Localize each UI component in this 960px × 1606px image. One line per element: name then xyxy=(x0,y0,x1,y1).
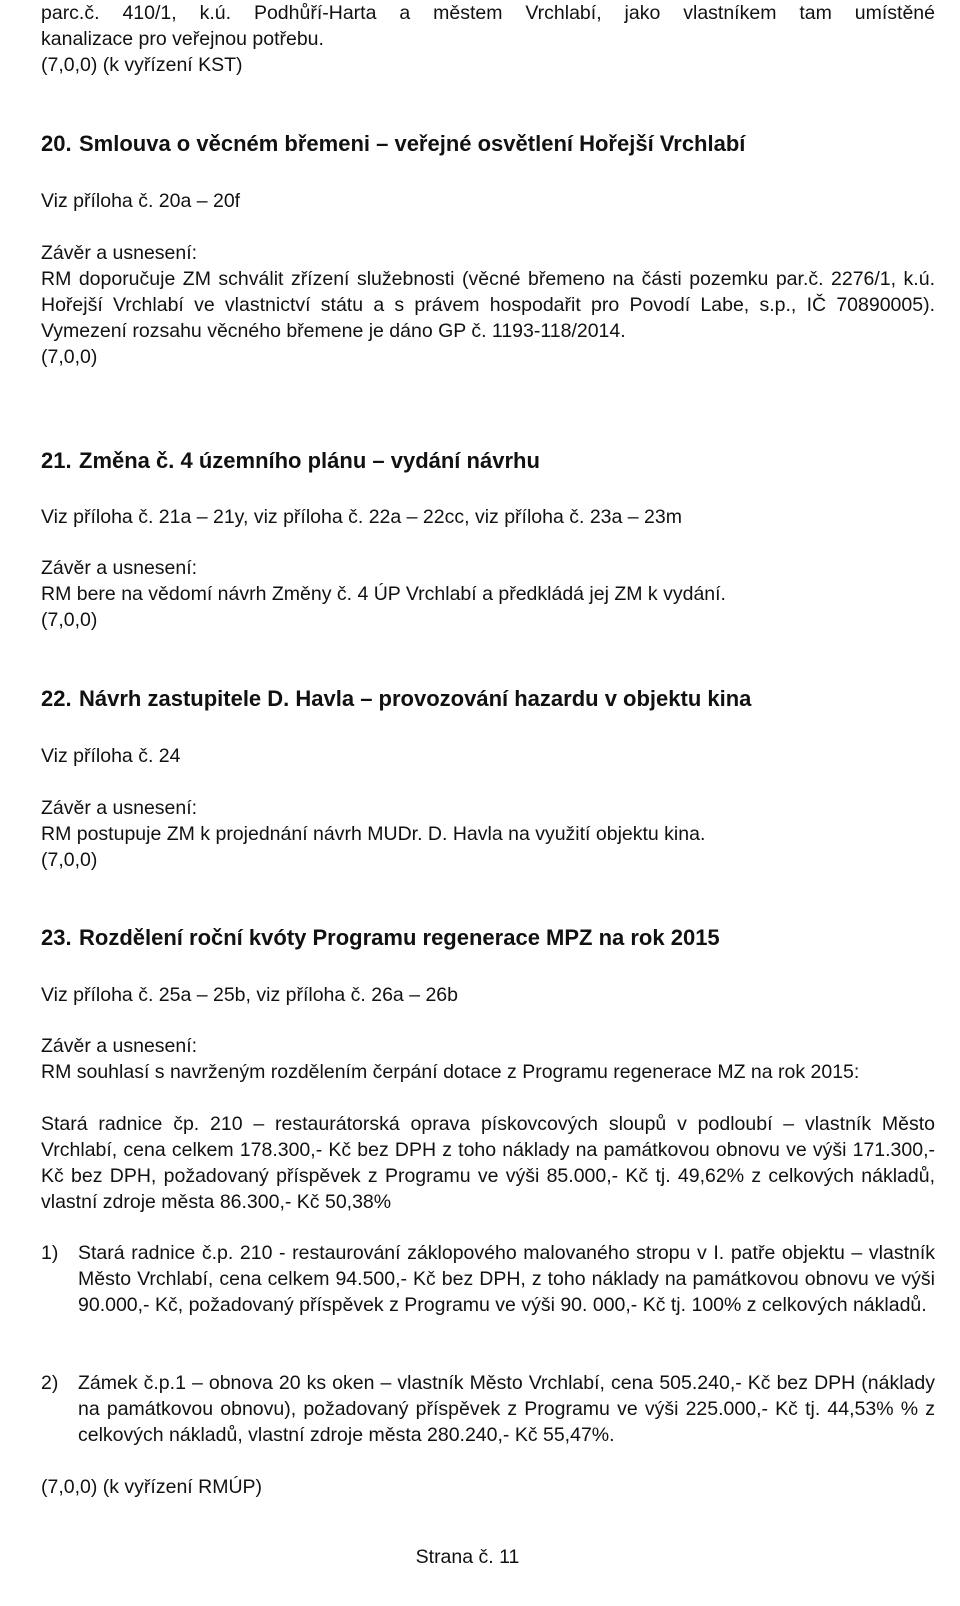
item-title: Smlouva o věcném břemeni – veřejné osvětlení Hořejší Vrchlabí xyxy=(79,131,746,156)
item-23-attachment: Viz příloha č. 25a – 25b, viz příloha č. 26a – 26b xyxy=(41,984,458,1006)
item-20-resolution: RM doporučuje ZM schválit zřízení služebnosti (věcné břemeno na části pozemku par.č. 2276/1, k.ú. Hořejší Vrchlabí ve vlastnictví státu a s právem hospodařit pro Povodí Labe, s.p., IČ 70890005). Vymezení rozsahu věcného břemene je dáno GP č. 1193-118/2014. xyxy=(41,268,935,342)
item-number: 23. xyxy=(41,925,72,950)
item-20-heading xyxy=(41,130,935,158)
item-22-attachment: Viz příloha č. 24 xyxy=(41,745,181,767)
continuation-line-1: parc.č. 410/1, k.ú. Podhůří-Harta a městem Vrchlabí, jako vlastníkem tam umístěné xyxy=(41,2,935,24)
item-21-conclusion-label: Závěr a usnesení: xyxy=(41,557,198,579)
list-text: Zámek č.p.1 – obnova 20 ks oken – vlastník Město Vrchlabí, cena 505.240,- Kč bez DPH (náklady na památkovou obnovu), požadovaný příspěvek z Programu ve výši 225.000,- Kč tj. 44,53% % z celkových nákladů, vlastní zdroje města 280.240,- Kč 55,47%. xyxy=(78,1372,935,1446)
item-20-conclusion-label: Závěr a usnesení: xyxy=(41,242,198,264)
item-23-vote: (7,0,0) (k vyřízení RMÚP) xyxy=(41,1476,263,1498)
list-text: Stará radnice č.p. 210 - restaurování záklopového malovaného stropu v I. patře objektu – vlastník Město Vrchlabí, cena celkem 94.500,- Kč bez DPH, z toho náklady na památkovou obnovu ve výši 90.000,- Kč, požadovaný příspěvek z Programu ve výši 90. 000,- Kč tj. 100% z celkových nákladů. xyxy=(78,1242,935,1316)
item-23-detail: Stará radnice čp. 210 – restaurátorská oprava pískovcových sloupů v podloubí – vlastník Město Vrchlabí, cena celkem 178.300,- Kč bez DPH z toho náklady na památkovou obnovu ve výši 171.300,- Kč bez DPH, požadovaný příspěvek z Programu ve výši 85.000,- Kč tj. 49,62% z celkových nákladů, vlastní zdroje města 86.300,- Kč 50,38% xyxy=(41,1113,935,1213)
item-22-vote: (7,0,0) xyxy=(41,849,98,871)
item-number: 20. xyxy=(41,131,72,156)
item-23-heading xyxy=(41,924,935,952)
item-title: Návrh zastupitele D. Havla – provozování hazardu v objektu kina xyxy=(79,686,752,711)
item-22-resolution: RM postupuje ZM k projednání návrh MUDr. D. Havla na využití objektu kina. xyxy=(41,823,706,845)
continuation-block xyxy=(41,0,935,78)
list-marker: 2) xyxy=(41,1372,59,1394)
list-marker: 1) xyxy=(41,1242,59,1264)
item-21-resolution: RM bere na vědomí návrh Změny č. 4 ÚP Vrchlabí a předkládá jej ZM k vydání. xyxy=(41,583,726,605)
item-21-attachment: Viz příloha č. 21a – 21y, viz příloha č. 22a – 22cc, viz příloha č. 23a – 23m xyxy=(41,506,682,528)
item-title: Změna č. 4 územního plánu – vydání návrhu xyxy=(79,448,540,473)
continuation-vote: (7,0,0) (k vyřízení KST) xyxy=(41,54,243,76)
item-20-vote: (7,0,0) xyxy=(41,346,98,368)
item-23-conclusion-label: Závěr a usnesení: xyxy=(41,1035,198,1057)
list-item xyxy=(41,1370,935,1448)
item-number: 21. xyxy=(41,448,72,473)
item-22-conclusion-label: Závěr a usnesení: xyxy=(41,797,198,819)
item-20-attachment: Viz příloha č. 20a – 20f xyxy=(41,190,241,212)
page-number: Strana č. 11 xyxy=(415,1546,520,1568)
item-title: Rozdělení roční kvóty Programu regenerace MPZ na rok 2015 xyxy=(79,925,720,950)
item-23-resolution: RM souhlasí s navrženým rozdělením čerpání dotace z Programu regenerace MZ na rok 2015: xyxy=(41,1061,860,1083)
item-number: 22. xyxy=(41,686,72,711)
item-21-vote: (7,0,0) xyxy=(41,609,98,631)
item-21-heading xyxy=(41,447,935,475)
item-22-heading xyxy=(41,685,935,713)
list-item xyxy=(41,1240,935,1318)
continuation-line-2: kanalizace pro veřejnou potřebu. xyxy=(41,28,324,50)
